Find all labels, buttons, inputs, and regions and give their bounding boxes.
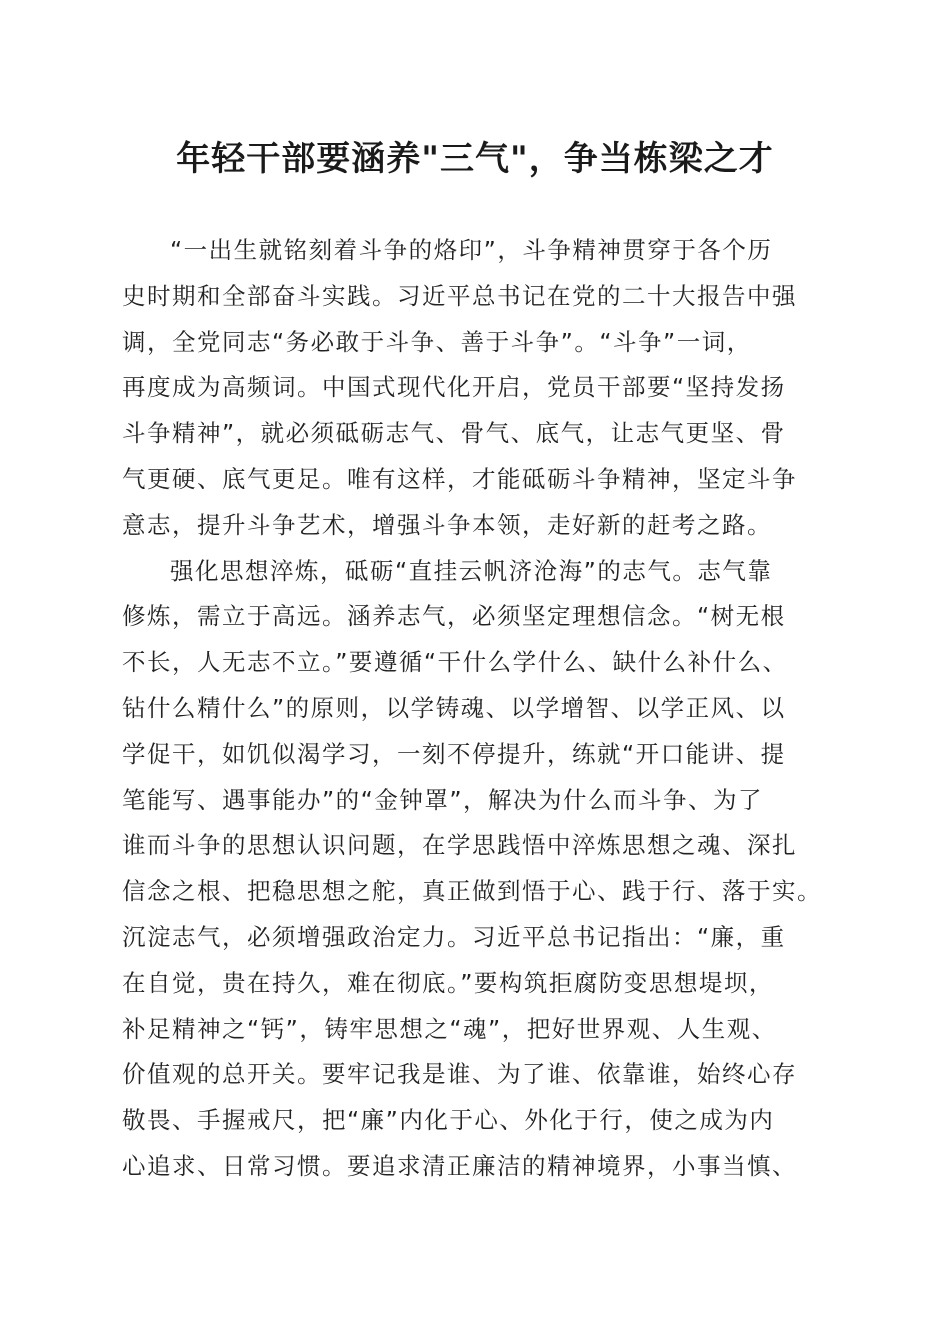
paragraph-line: 补足精神之“钙”，铸牢思想之“魂”，把好世界观、人生观、 [122,1014,777,1043]
paragraph-line: 再度成为高频词。中国式现代化开启，党员干部要“坚持发扬 [122,373,786,402]
document-body [122,228,842,1190]
paragraph-line: 学促干，如饥似渴学习，一刻不停提升，练就“开口能讲、提 [122,739,786,768]
paragraph-line: 强化思想淬炼，砥砺“直挂云帆济沧海”的志气。志气靠 [170,556,773,585]
paragraph-line: 心追求、日常习惯。要追求清正廉洁的精神境界，小事当慎、 [122,1151,797,1180]
paragraph-line: 沉淀志气，必须增强政治定力。习近平总书记指出：“廉，重 [122,922,786,951]
paragraph-line: 钻什么精什么”的原则，以学铸魂、以学增智、以学正风、以 [122,693,786,722]
paragraph-line: 斗争精神”，就必须砥砺志气、骨气、底气，让志气更坚、骨 [122,419,786,448]
paragraph-line: 意志，提升斗争艺术，增强斗争本领，走好新的赶考之路。 [122,510,772,539]
paragraph-line: 史时期和全部奋斗实践。习近平总书记在党的二十大报告中强 [122,281,797,310]
paragraph-line: 不长，人无志不立。”要遵循“干什么学什么、缺什么补什么、 [122,648,788,677]
paragraph-line: 气更硬、底气更足。唯有这样，才能砥砺斗争精神，坚定斗争 [122,464,797,493]
paragraph-line: 在自觉，贵在持久，难在彻底。”要构筑拒腐防变思想堤坝， [122,968,774,997]
paragraph-line: 笔能写、遇事能办”的“金钟罩”，解决为什么而斗争、为了 [122,785,764,814]
paragraph-line: 谁而斗争的思想认识问题，在学思践悟中淬炼思想之魂、深扎 [122,831,797,860]
paragraph-line: “一出生就铭刻着斗争的烙印”，斗争精神贯穿于各个历 [170,236,773,264]
paragraph-line: 价值观的总开关。要牢记我是谁、为了谁、依靠谁，始终心存 [122,1060,797,1089]
paragraph-line: 修炼，需立于高远。涵养志气，必须坚定理想信念。“树无根 [122,602,786,631]
paragraph-line: 信念之根、把稳思想之舵，真正做到悟于心、践于行、落于实。 [122,877,822,906]
paragraph-line: 调，全党同志“务必敢于斗争、善于斗争”。“斗争”一词， [122,327,752,356]
paragraph-line: 敬畏、手握戒尺，把“廉”内化于心、外化于行，使之成为内 [122,1106,775,1135]
document-title: 年轻干部要涵养"三气"，争当栋梁之才 [176,139,774,179]
